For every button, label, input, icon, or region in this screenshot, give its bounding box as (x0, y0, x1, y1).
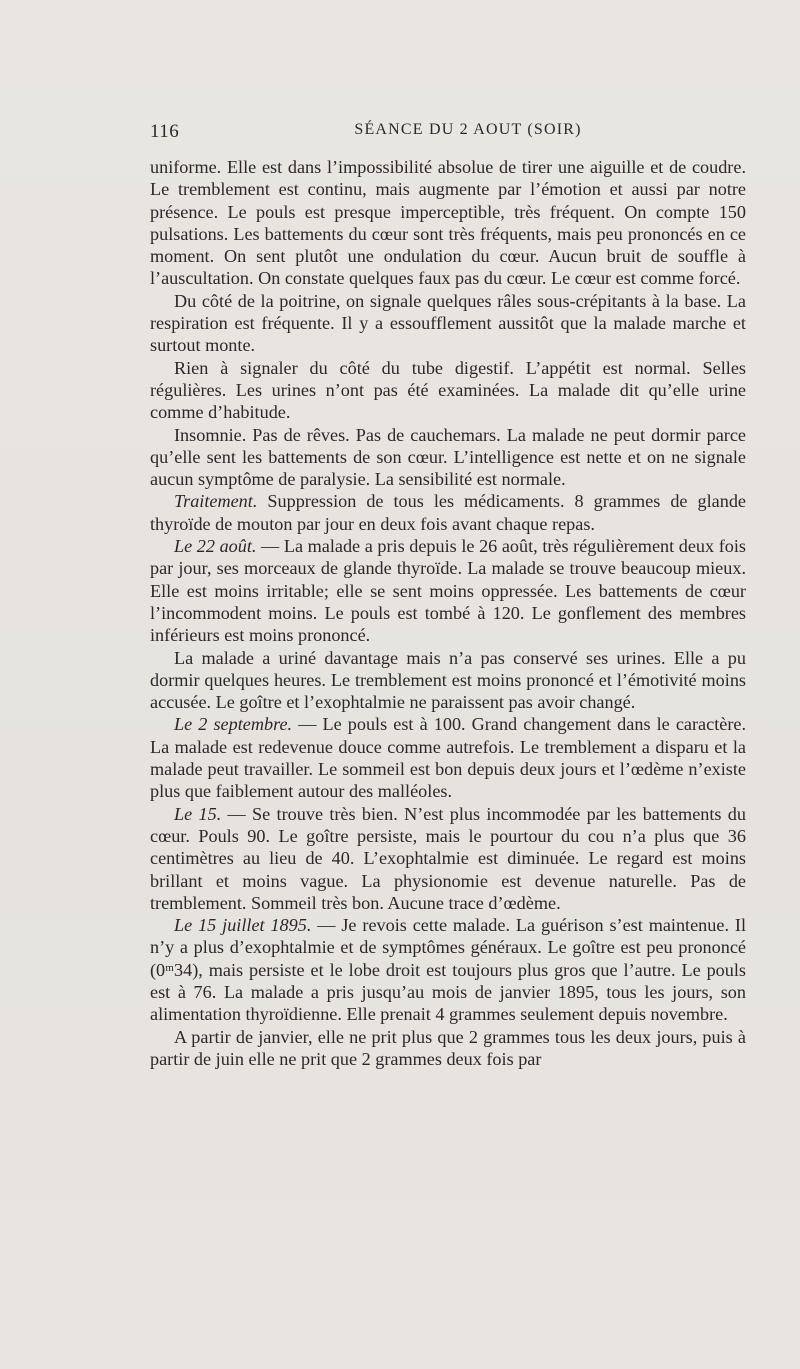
page-number: 116 (150, 121, 180, 142)
paragraph: Rien à signaler du côté du tube digestif. L’appétit est normal. Selles régulières. Les urines n’ont pas été examinées. La malade dit qu’elle urine comme d’habitude. (150, 357, 746, 423)
paragraph: Le 22 août. — La malade a pris depuis le 26 août, très régulièrement deux fois par jour, ses morceaux de glande thyroïde. La malade se trouve beaucoup mieux. Elle est moins irritable; elle se sent moins oppressée. Les battements de cœur l’incommodent moins. Le pouls est tombé à 120. Le gonflement des membres inférieurs est moins prononcé. (150, 536, 746, 646)
paragraph: Le 15 juillet 1895. — Je revois cette malade. La guérison s’est maintenue. Il n’y a plus d’exophtalmie et de symptômes généraux. Le goître est peu prononcé (0ᵐ34), mais persiste et le lobe droit est toujours plus gros que l’autre. Le pouls est à 76. La malade a pris jusqu’au mois de janvier 1895, tous les jours, son alimentation thyroïdienne. Elle prenait 4 grammes seulement depuis novembre. (150, 915, 746, 1025)
paragraph-lead: Le 15 juillet 1895. (174, 915, 312, 936)
paragraph-lead: Traitement. (174, 491, 258, 512)
paragraph: Insomnie. Pas de rêves. Pas de cauchemars. La malade ne peut dormir parce qu’elle sent les battements de son cœur. L’intelligence est nette et on ne signale aucun symptôme de paralysie. La sensibilité est normale. (150, 424, 746, 490)
paragraph: Du côté de la poitrine, on signale quelques râles sous-crépitants à la base. La respiration est fréquente. Il y a essoufflement aussitôt que la malade marche et surtout monte. (150, 290, 746, 356)
body-text (150, 156, 746, 1070)
paragraph-lead: Le 2 septembre. (174, 714, 293, 735)
paragraph-lead: Le 22 août. (174, 536, 257, 557)
page-header (150, 121, 746, 145)
paragraph: La malade a uriné davantage mais n’a pas conservé ses urines. Elle a pu dormir quelques heures. Le tremblement est moins prononcé et l’émotivité moins accusée. Le goître et l’exophtalmie ne paraissent pas avoir changé. (150, 647, 746, 713)
running-head: SÉANCE DU 2 AOUT (SOIR) (354, 121, 582, 138)
paragraph-lead: Le 15. (174, 803, 222, 824)
paragraph: Le 15. — Se trouve très bien. N’est plus incommodée par les battements du cœur. Pouls 90. Le goître persiste, mais le pourtour du cou n’a plus que 36 centimètres au lieu de 40. L’exophtalmie est diminuée. Le regard est moins brillant et moins vague. La physionomie est devenue naturelle. Pas de tremblement. Sommeil très bon. Aucune trace d’œdème. (150, 803, 746, 913)
paragraph: Le 2 septembre. — Le pouls est à 100. Grand changement dans le caractère. La malade est redevenue douce comme autrefois. Le tremblement a disparu et la malade peut travailler. Le sommeil est bon depuis deux jours et l’œdème n’existe plus que faiblement autour des malléoles. (150, 714, 746, 802)
paragraph: uniforme. Elle est dans l’impossibilité absolue de tirer une aiguille et de coudre. Le tremblement est continu, mais augmente par l’émotion et aussi par notre présence. Le pouls est presque imperceptible, très fréquent. On compte 150 pulsations. Les battements du cœur sont très fréquents, mais peu prononcés en ce moment. On sent plutôt une ondulation du cœur. Aucun bruit de souffle à l’auscultation. On constate quelques faux pas du cœur. Le cœur est comme forcé. (150, 157, 746, 289)
paragraph: Traitement. Suppression de tous les médicaments. 8 grammes de glande thyroïde de mouton par jour en deux fois avant chaque repas. (150, 491, 746, 534)
paragraph: A partir de janvier, elle ne prit plus que 2 grammes tous les deux jours, puis à partir de juin elle ne prit que 2 grammes deux fois par (150, 1026, 746, 1069)
